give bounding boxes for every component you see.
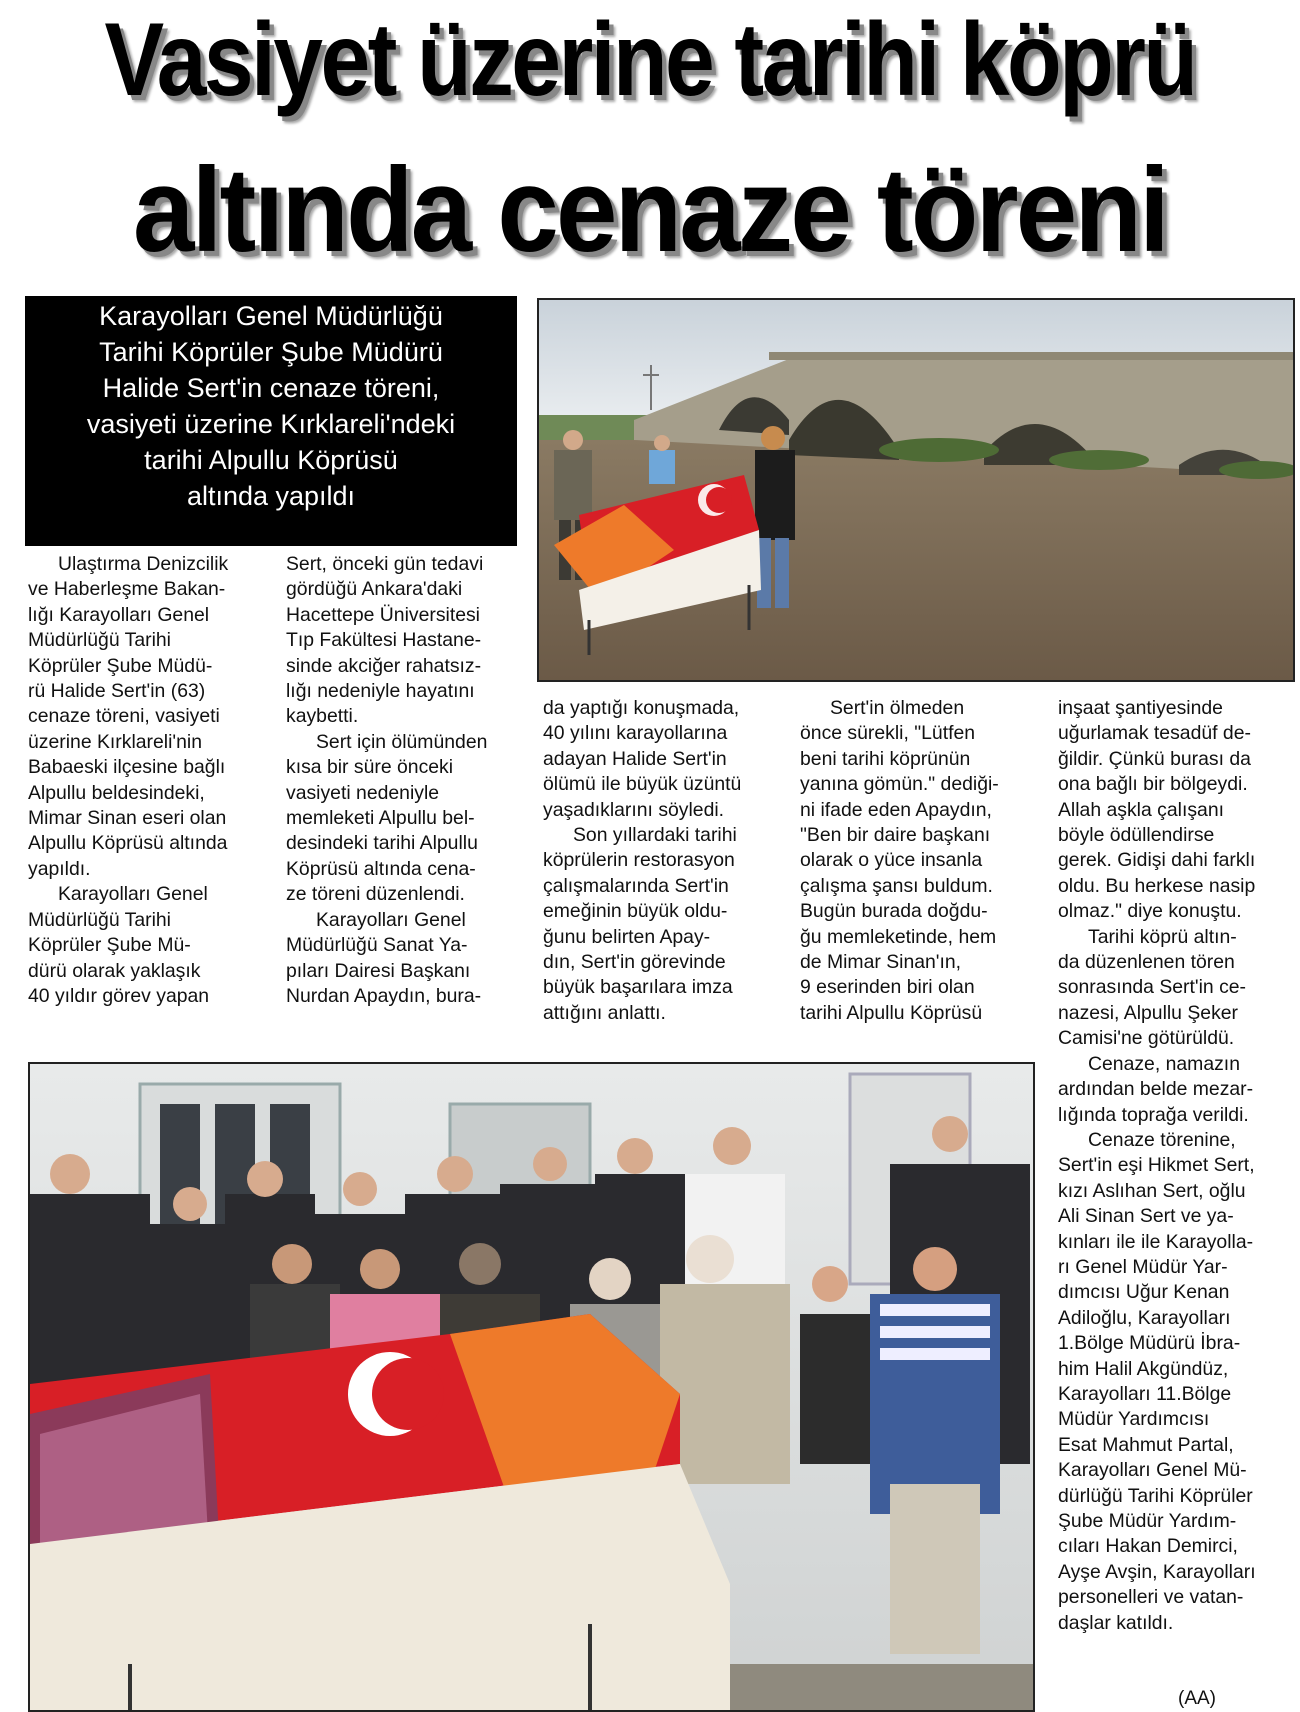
lead-line: vasiyeti üzerine Kırklareli'ndeki	[86, 409, 456, 439]
article-line: rü Halide Sert'in (63)	[28, 680, 206, 703]
article-line: memleketi Alpullu bel-	[286, 807, 475, 830]
article-line: Köprüler Şube Mü-	[28, 934, 191, 957]
lead-line: Halide Sert'in cenaze töreni,	[102, 373, 440, 403]
article-line: ve Haberleşme Bakan-	[28, 578, 226, 601]
article-line: desindeki tarihi Alpullu	[286, 832, 478, 855]
article-line: Alpullu Köprüsü altında	[28, 832, 228, 855]
article-line: ğu memleketinde, hem	[800, 925, 997, 948]
article-line: adayan Halide Sert'in	[543, 747, 727, 770]
article-line: Köprüsü altında cena-	[286, 857, 476, 880]
article-line: Esat Mahmut Partal,	[1058, 1433, 1234, 1456]
article-line: uğurlamak tesadüf de-	[1058, 722, 1251, 745]
article-line: ze töreni düzenlendi.	[286, 883, 465, 906]
article-line: kısa bir süre önceki	[286, 756, 454, 779]
article-line: yaşadıklarını söyledi.	[543, 798, 725, 821]
article-line: Cenaze törenine,	[1088, 1128, 1236, 1151]
article-line: Allah aşkla çalışanı	[1058, 798, 1224, 821]
text-column-4	[800, 696, 1040, 1026]
article-line: kaybetti.	[286, 705, 359, 728]
article-line: Ulaştırma Denizcilik	[58, 553, 229, 575]
article-paragraph	[28, 552, 258, 882]
article-line: "Ben bir daire başkanı	[800, 824, 991, 847]
article-line: lığı Karayolları Genel	[28, 603, 210, 626]
text-column-1	[28, 552, 258, 1009]
article-line: attığını anlattı.	[543, 1001, 666, 1024]
headline-line-1: Vasiyet üzerine tarihi köprü	[104, 2, 1196, 118]
article-paragraph	[286, 730, 522, 908]
bridge-photo-image	[539, 300, 1293, 680]
article-line: inşaat şantiyesinde	[1058, 697, 1223, 719]
article-line: oldu. Bu herkese nasip	[1058, 874, 1256, 897]
article-line: yapıldı.	[28, 857, 91, 880]
text-column-3	[543, 696, 783, 1026]
article-line: Ayşe Avşin, Karayolları	[1058, 1560, 1256, 1583]
article-line: vasiyeti nedeniyle	[286, 781, 440, 804]
article-line: böyle ödüllendirse	[1058, 824, 1215, 847]
article-paragraph	[800, 696, 1040, 1026]
article-line: da düzenlenen tören	[1058, 951, 1235, 974]
article-line: ona bağlı bir bölgeydi.	[1058, 773, 1248, 796]
article-line: gördüğü Ankara'daki	[286, 578, 463, 601]
bridge-photo	[537, 298, 1295, 682]
text-column-2	[286, 552, 522, 1009]
article-line: köprülerin restorasyon	[543, 849, 735, 872]
article-line: Karayolları Genel	[58, 883, 208, 906]
article-line: sonrasında Sert'in ce-	[1058, 976, 1247, 999]
article-line: Müdürlüğü Tarihi	[28, 629, 171, 652]
article-line: dımcısı Uğur Kenan	[1058, 1281, 1230, 1304]
article-line: üzerine Kırklareli'nin	[28, 730, 202, 753]
article-line: cenaze töreni, vasiyeti	[28, 705, 220, 728]
article-line: Mimar Sinan eseri olan	[28, 807, 227, 830]
article-line: Karayolları 11.Bölge	[1058, 1382, 1232, 1405]
article-line: Sert'in eşi Hikmet Sert,	[1058, 1154, 1255, 1177]
article-line: dürü olarak yaklaşık	[28, 959, 201, 982]
article-line: lığı nedeniyle hayatını	[286, 680, 475, 703]
article-line: Ali Sinan Sert ve ya-	[1058, 1205, 1234, 1228]
lead-line: tarihi Alpullu Köprüsü	[144, 445, 398, 475]
ceremony-photo-image	[30, 1064, 1033, 1710]
article-line: dın, Sert'in görevinde	[543, 951, 726, 974]
article-line: Müdür Yardımcısı	[1058, 1408, 1210, 1431]
article-line: daşlar katıldı.	[1058, 1611, 1174, 1634]
article-paragraph	[543, 823, 783, 1026]
article-line: emeğinin büyük oldu-	[543, 900, 728, 923]
article-line: da yaptığı konuşmada,	[543, 697, 740, 719]
article-line: Sert için ölümünden	[316, 730, 488, 753]
article-line: lığında toprağa verildi.	[1058, 1103, 1249, 1126]
article-paragraph	[1058, 1128, 1298, 1636]
article-line: ni ifade eden Apaydın,	[800, 798, 992, 821]
lead-line: Karayolları Genel Müdürlüğü	[99, 301, 443, 331]
lead-box	[25, 296, 517, 546]
article-line: Son yıllardaki tarihi	[573, 824, 737, 847]
article-line: sinde akciğer rahatsız-	[286, 654, 482, 677]
article-line: Cenaze, namazın	[1088, 1052, 1240, 1075]
article-line: Karayolları Genel	[316, 908, 466, 931]
article-line: Tarihi köprü altın-	[1088, 925, 1237, 948]
article-paragraph	[1058, 696, 1298, 925]
article-line: him Halil Akgündüz,	[1058, 1357, 1229, 1380]
article-line: kızı Aslıhan Sert, oğlu	[1058, 1179, 1246, 1202]
article-line: Bugün burada doğdu-	[800, 900, 988, 923]
article-line: Hacettepe Üniversitesi	[286, 603, 480, 626]
article-line: Şube Müdür Yardım-	[1058, 1510, 1237, 1532]
article-paragraph	[1058, 1052, 1298, 1128]
article-line: Camisi'ne götürüldü.	[1058, 1027, 1235, 1050]
article-line: ğildir. Çünkü burası da	[1058, 747, 1251, 770]
article-line: ardından belde mezar-	[1058, 1078, 1254, 1101]
article-line: yanına gömün." dediği-	[800, 773, 999, 796]
article-line: 1.Bölge Müdürü İbra-	[1058, 1332, 1241, 1355]
article-line: ölümü ile büyük üzüntü	[543, 773, 742, 796]
article-line: beni tarihi köprünün	[800, 747, 971, 770]
article-line: Babaeski ilçesine bağlı	[28, 756, 226, 779]
ceremony-photo	[28, 1062, 1035, 1712]
article-line: de Mimar Sinan'ın,	[800, 951, 962, 974]
article-paragraph	[286, 552, 522, 730]
article-line: 9 eserinden biri olan	[800, 976, 975, 999]
lead-line: altında yapıldı	[186, 481, 356, 511]
article-paragraph	[286, 908, 522, 1010]
article-line: cıları Hakan Demirci,	[1058, 1535, 1238, 1558]
article-line: Müdürlüğü Tarihi	[28, 908, 171, 931]
article-line: gerek. Gidişi dahi farklı	[1058, 849, 1256, 872]
article-line: önce sürekli, "Lütfen	[800, 722, 976, 745]
text-column-5	[1058, 696, 1298, 1636]
article-line: Adiloğlu, Karayolları	[1058, 1306, 1231, 1329]
article-line: olarak o yüce insanla	[800, 849, 983, 872]
lead-line: Tarihi Köprüler Şube Müdürü	[99, 337, 443, 367]
article-line: kınları ile ile Karayolla-	[1058, 1230, 1254, 1253]
article-line: ğunu belirten Apay-	[543, 925, 711, 948]
article-line: nazesi, Alpullu Şeker	[1058, 1001, 1239, 1024]
article-line: Sert'in ölmeden	[830, 697, 965, 719]
article-line: Köprüler Şube Müdü-	[28, 654, 213, 677]
article-line: dürlüğü Tarihi Köprüler	[1058, 1484, 1253, 1507]
article-paragraph	[28, 882, 258, 1009]
article-line: Sert, önceki gün tedavi	[286, 553, 484, 575]
news-agency-signature: (AA)	[1178, 1688, 1216, 1709]
article-line: 40 yılını karayollarına	[543, 722, 728, 745]
article-line: Karayolları Genel Mü-	[1058, 1459, 1247, 1482]
article-paragraph	[1058, 925, 1298, 1052]
article-line: Müdürlüğü Sanat Ya-	[286, 934, 468, 957]
article-line: 40 yıldır görev yapan	[28, 984, 210, 1007]
article-line: personelleri ve vatan-	[1058, 1586, 1244, 1609]
article-line: rı Genel Müdür Yar-	[1058, 1255, 1228, 1278]
article-line: çalışma şansı buldum.	[800, 874, 993, 897]
headline-line-2: altında cenaze töreni	[132, 143, 1168, 277]
article-paragraph	[543, 696, 783, 823]
article-line: büyük başarılara imza	[543, 976, 733, 999]
article-line: pıları Dairesi Başkanı	[286, 959, 471, 982]
article-line: Tıp Fakültesi Hastane-	[286, 629, 482, 652]
article-line: Nurdan Apaydın, bura-	[286, 984, 482, 1007]
article-line: tarihi Alpullu Köprüsü	[800, 1001, 983, 1024]
article-line: Alpullu beldesindeki,	[28, 781, 205, 804]
article-line: olmaz." diye konuştu.	[1058, 900, 1242, 923]
article-line: çalışmalarında Sert'in	[543, 874, 729, 897]
